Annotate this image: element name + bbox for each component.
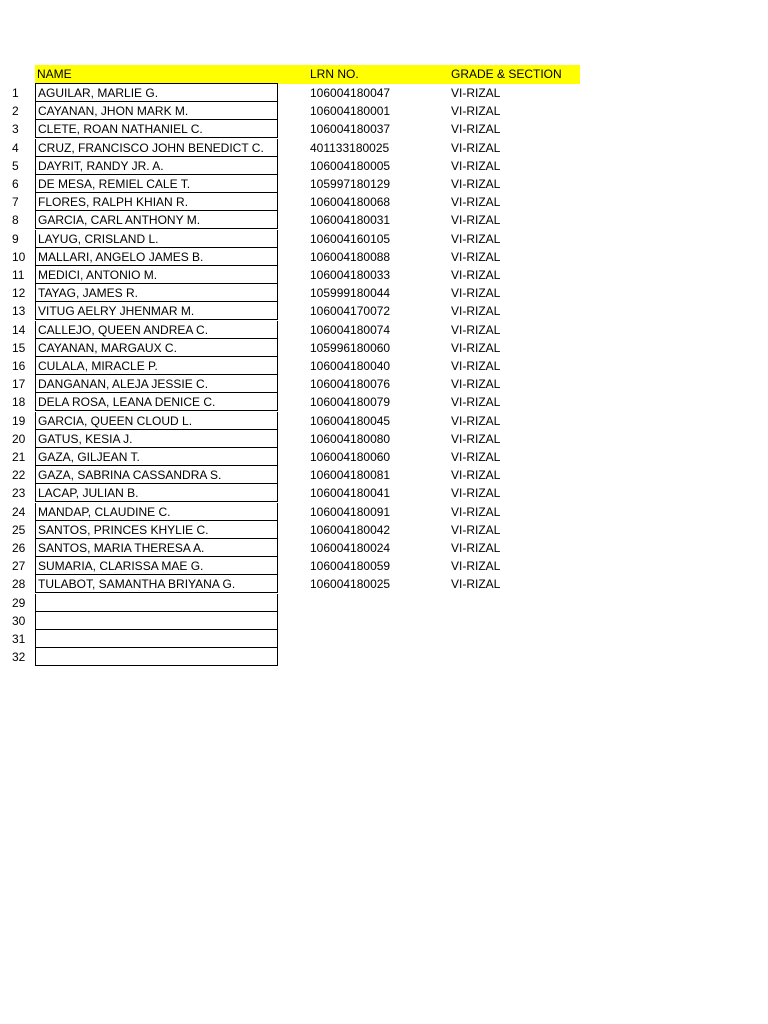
name-cell[interactable] — [35, 102, 278, 120]
row-number: 4 — [12, 140, 19, 155]
table-row — [0, 594, 580, 612]
name-cell[interactable] — [35, 539, 278, 557]
row-number: 12 — [12, 286, 26, 301]
lrn-number: 106004180076 — [310, 377, 391, 392]
student-name: SANTOS, MARIA THERESA A. — [38, 541, 205, 555]
header-lrn: LRN NO. — [310, 67, 359, 81]
row-number: 9 — [12, 231, 19, 246]
name-cell[interactable] — [35, 630, 278, 648]
grade-section: VI-RIZAL — [451, 249, 501, 264]
student-name: GATUS, KESIA J. — [38, 431, 133, 446]
student-name: CAYANAN, JHON MARK M. — [38, 104, 189, 119]
student-name: CAYANAN, MARGAUX C. — [38, 340, 177, 355]
table-row — [0, 120, 580, 138]
grade-section: VI-RIZAL — [451, 486, 501, 501]
grade-section: VI-RIZAL — [451, 504, 501, 519]
grade-section: VI-RIZAL — [451, 468, 501, 483]
lrn-number: 106004180005 — [310, 158, 391, 173]
row-number: 31 — [12, 632, 26, 646]
lrn-number: 106004180068 — [310, 195, 391, 210]
name-cell[interactable] — [35, 157, 278, 175]
student-name: GAZA, SABRINA CASSANDRA S. — [38, 468, 222, 483]
grade-section: VI-RIZAL — [451, 359, 501, 373]
lrn-number: 106004180033 — [310, 268, 391, 282]
grade-section: VI-RIZAL — [451, 431, 501, 446]
grade-section: VI-RIZAL — [451, 286, 501, 301]
name-cell[interactable] — [35, 393, 278, 411]
table-row — [0, 321, 580, 339]
row-number: 14 — [12, 322, 26, 337]
table-row — [0, 648, 580, 666]
row-number: 11 — [12, 268, 25, 282]
grade-section: VI-RIZAL — [451, 413, 501, 428]
row-number: 18 — [12, 395, 26, 410]
name-cell[interactable] — [35, 575, 278, 593]
table-row — [0, 139, 580, 157]
name-cell[interactable] — [35, 139, 278, 157]
name-cell[interactable] — [35, 175, 278, 193]
lrn-number: 106004180041 — [310, 486, 391, 501]
row-number: 28 — [12, 577, 26, 592]
table-row — [0, 157, 580, 175]
row-number: 1 — [12, 86, 19, 100]
lrn-number: 106004180074 — [310, 322, 391, 337]
row-number: 3 — [12, 122, 19, 137]
table-row — [0, 393, 580, 411]
table-row — [0, 375, 580, 393]
student-name: LACAP, JULIAN B. — [38, 486, 139, 501]
grade-section: VI-RIZAL — [451, 177, 501, 191]
lrn-number: 106004180045 — [310, 413, 391, 428]
name-cell[interactable] — [35, 648, 278, 666]
name-cell[interactable] — [35, 83, 278, 102]
name-cell[interactable] — [35, 466, 278, 484]
student-name: MANDAP, CLAUDINE C. — [38, 504, 171, 519]
name-cell[interactable] — [35, 430, 278, 448]
table-row — [0, 102, 580, 120]
table-row — [0, 484, 580, 502]
row-number: 26 — [12, 541, 26, 555]
lrn-number: 106004180031 — [310, 213, 391, 228]
student-name: LAYUG, CRISLAND L. — [38, 231, 159, 246]
student-name: GARCIA, CARL ANTHONY M. — [38, 213, 201, 228]
table-row — [0, 557, 580, 575]
table-row — [0, 211, 580, 229]
table-row — [0, 193, 580, 211]
student-name: MALLARI, ANGELO JAMES B. — [38, 249, 204, 264]
row-number: 32 — [12, 650, 26, 665]
lrn-number: 106004180037 — [310, 122, 391, 137]
name-cell[interactable] — [35, 594, 278, 612]
row-number: 21 — [12, 450, 26, 464]
header-name: NAME — [37, 67, 72, 81]
grade-section: VI-RIZAL — [451, 541, 501, 555]
lrn-number: 106004180088 — [310, 249, 391, 264]
row-number: 22 — [12, 468, 26, 483]
student-name: SANTOS, PRINCES KHYLIE C. — [38, 522, 209, 537]
table-row — [0, 503, 580, 521]
lrn-number: 401133180025 — [310, 140, 390, 155]
lrn-number: 106004180060 — [310, 450, 391, 464]
table-row — [0, 248, 580, 266]
name-cell[interactable] — [35, 284, 278, 302]
student-name: CALLEJO, QUEEN ANDREA C. — [38, 322, 209, 337]
table-row — [0, 412, 580, 430]
row-number: 16 — [12, 359, 26, 373]
student-name: FLORES, RALPH KHIAN R. — [38, 195, 189, 210]
grade-section: VI-RIZAL — [451, 377, 501, 392]
header-row — [35, 65, 580, 84]
name-cell[interactable] — [35, 211, 278, 229]
grade-section: VI-RIZAL — [451, 450, 501, 464]
table-row — [0, 448, 580, 466]
row-number: 23 — [12, 486, 26, 501]
row-number: 10 — [12, 249, 26, 264]
grade-section: VI-RIZAL — [451, 86, 501, 100]
student-name: SUMARIA, CLARISSA MAE G. — [38, 559, 204, 574]
lrn-number: 106004180001 — [310, 104, 391, 119]
grade-section: VI-RIZAL — [451, 213, 501, 228]
lrn-number: 106004180025 — [310, 577, 391, 592]
table-row — [0, 266, 580, 284]
row-number: 27 — [12, 559, 26, 574]
name-cell[interactable] — [35, 503, 278, 521]
grade-section: VI-RIZAL — [451, 395, 501, 410]
grade-section: VI-RIZAL — [451, 140, 501, 155]
row-number: 15 — [12, 340, 26, 355]
table-row — [0, 575, 580, 593]
student-name: CRUZ, FRANCISCO JOHN BENEDICT C. — [38, 140, 264, 155]
lrn-number: 106004160105 — [310, 231, 391, 246]
student-name: CLETE, ROAN NATHANIEL C. — [38, 122, 203, 137]
row-number: 2 — [12, 104, 19, 119]
row-number: 25 — [12, 522, 26, 537]
name-cell[interactable] — [35, 339, 278, 357]
name-cell[interactable] — [35, 302, 278, 320]
student-name: TAYAG, JAMES R. — [38, 286, 139, 301]
row-number: 7 — [12, 195, 19, 210]
lrn-number: 106004180091 — [310, 504, 391, 519]
grade-section: VI-RIZAL — [451, 268, 501, 282]
lrn-number: 105997180129 — [310, 177, 391, 191]
student-name: DAYRIT, RANDY JR. A. — [38, 158, 164, 173]
student-name: VITUG AELRY JHENMAR M. — [38, 304, 195, 319]
grade-section: VI-RIZAL — [451, 104, 501, 119]
student-name: TULABOT, SAMANTHA BRIYANA G. — [38, 577, 236, 592]
student-name: AGUILAR, MARLIE G. — [38, 86, 159, 100]
table-row — [0, 175, 580, 193]
table-row — [0, 284, 580, 302]
name-cell[interactable] — [35, 321, 278, 339]
name-cell[interactable] — [35, 357, 278, 375]
name-cell[interactable] — [35, 484, 278, 502]
name-cell[interactable] — [35, 230, 278, 248]
table-row — [0, 302, 580, 320]
table-row — [0, 521, 580, 539]
lrn-number: 106004180047 — [310, 86, 391, 100]
name-cell[interactable] — [35, 412, 278, 430]
table-row — [0, 466, 580, 484]
student-name: GAZA, GILJEAN T. — [38, 450, 140, 464]
name-cell[interactable] — [35, 248, 278, 266]
table-row — [0, 612, 580, 630]
grade-section: VI-RIZAL — [451, 322, 501, 337]
lrn-number: 106004180059 — [310, 559, 391, 574]
name-cell[interactable] — [35, 120, 278, 138]
student-name: DE MESA, REMIEL CALE T. — [38, 177, 191, 191]
student-name: DANGANAN, ALEJA JESSIE C. — [38, 377, 209, 392]
lrn-number: 105999180044 — [310, 286, 391, 301]
lrn-number: 106004180040 — [310, 359, 391, 373]
grade-section: VI-RIZAL — [451, 522, 501, 537]
name-cell[interactable] — [35, 266, 278, 284]
name-cell[interactable] — [35, 448, 278, 466]
table-row — [0, 430, 580, 448]
lrn-number: 106004180042 — [310, 522, 391, 537]
name-cell[interactable] — [35, 375, 278, 393]
row-number: 8 — [12, 213, 19, 228]
grade-section: VI-RIZAL — [451, 340, 501, 355]
lrn-number: 106004180080 — [310, 431, 391, 446]
name-cell[interactable] — [35, 557, 278, 575]
lrn-number: 106004180079 — [310, 395, 391, 410]
table-row — [0, 357, 580, 375]
student-name: CULALA, MIRACLE P. — [38, 359, 158, 373]
lrn-number: 106004180024 — [310, 541, 391, 555]
lrn-number: 105996180060 — [310, 340, 391, 355]
row-number: 6 — [12, 177, 19, 191]
grade-section: VI-RIZAL — [451, 577, 501, 592]
grade-section: VI-RIZAL — [451, 195, 501, 210]
grade-section: VI-RIZAL — [451, 304, 501, 319]
lrn-number: 106004180081 — [310, 468, 391, 483]
table-row — [0, 630, 580, 648]
row-number: 5 — [12, 158, 19, 173]
table-row — [0, 230, 580, 248]
grade-section: VI-RIZAL — [451, 158, 501, 173]
table-row — [0, 84, 580, 102]
row-number: 29 — [12, 595, 26, 610]
student-name: GARCIA, QUEEN CLOUD L. — [38, 413, 193, 428]
grade-section: VI-RIZAL — [451, 231, 501, 246]
row-number: 24 — [12, 504, 26, 519]
name-cell[interactable] — [35, 521, 278, 539]
row-number: 17 — [12, 377, 26, 392]
grade-section: VI-RIZAL — [451, 122, 501, 137]
header-grade-section: GRADE & SECTION — [451, 67, 562, 81]
row-number: 13 — [12, 304, 26, 319]
table-row — [0, 539, 580, 557]
name-cell[interactable] — [35, 193, 278, 211]
row-number: 20 — [12, 431, 26, 446]
grade-section: VI-RIZAL — [451, 559, 501, 574]
row-number: 19 — [12, 413, 26, 428]
student-name: DELA ROSA, LEANA DENICE C. — [38, 395, 216, 410]
lrn-number: 106004170072 — [310, 304, 391, 319]
table-row — [0, 339, 580, 357]
student-name: MEDICI, ANTONIO M. — [38, 268, 158, 282]
name-cell[interactable] — [35, 612, 278, 630]
row-number: 30 — [12, 613, 26, 628]
